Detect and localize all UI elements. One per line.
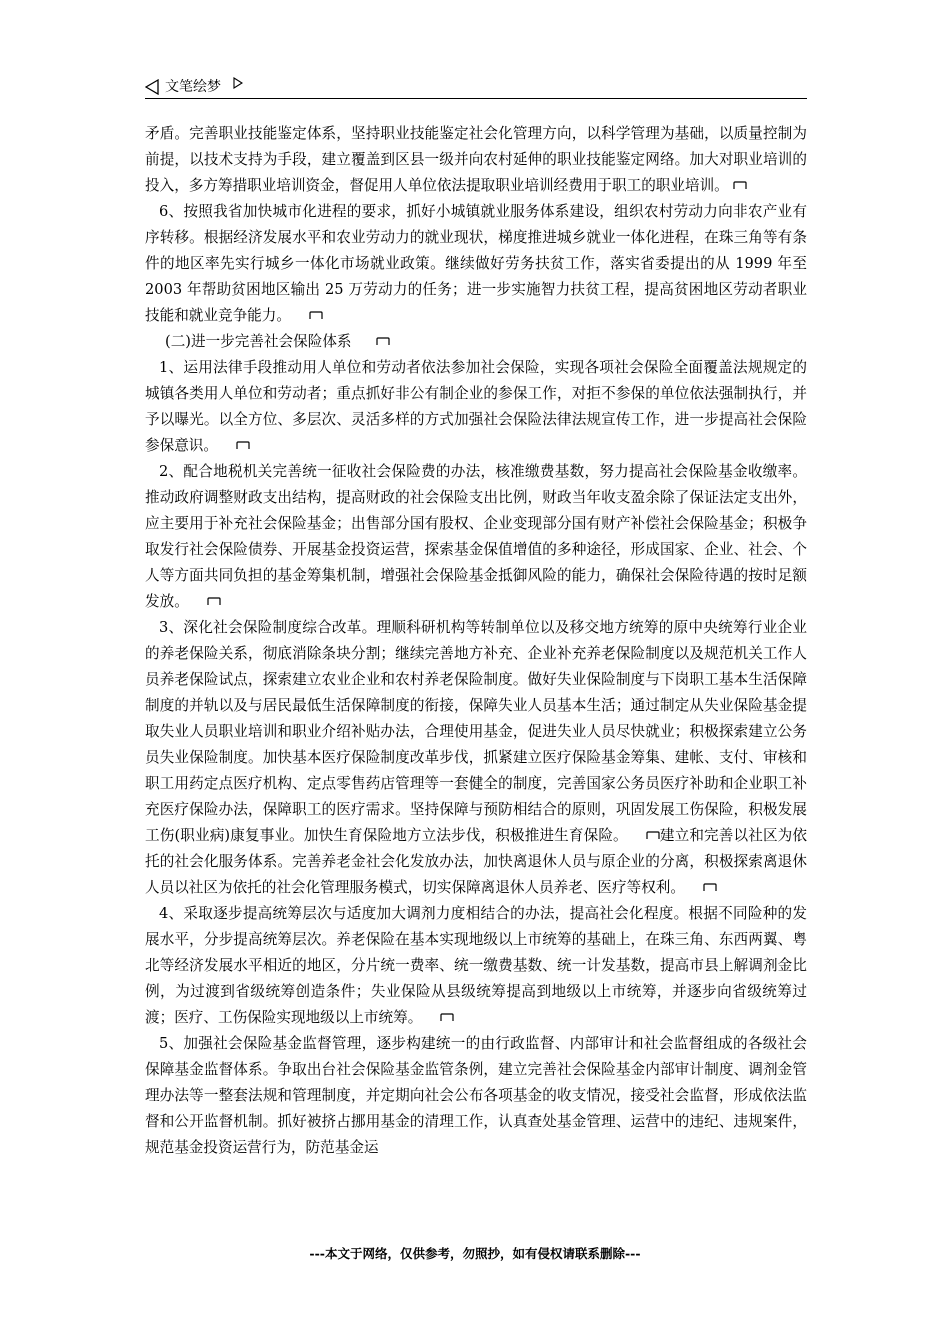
triangle-left-icon: [145, 79, 159, 95]
paragraph-mark-icon: [426, 1005, 454, 1031]
paragraph-mark-icon: [632, 823, 660, 849]
page-footer: ---本文于网络，仅供参考，勿照抄，如有侵权请联系删除---: [309, 1246, 641, 1261]
paragraph-text: 5、加强社会保险基金监督管理，逐步构建统一的由行政监督、内部审计和社会监督组成的各级社会保障基金监督体系。争取出台社会保险基金监管条例，建立完善社会保险基金内部审计制度、调剂金管理办法等一整套法规和管理制度，并定期向社会公布各项基金的收支情况，接受社会监督，形成依法监督和公开监督机制。抓好被挤占挪用基金的清理工作，认真查处基金管理、运营中的违纪、违规案件，规范基金投资运营行为，防范基金运: [145, 1035, 807, 1156]
paragraph-text: 6、按照我省加快城市化进程的要求，抓好小城镇就业服务体系建设，组织农村劳动力向非农产业有序转移。根据经济发展水平和农业劳动力的就业现状，梯度推进城乡就业一体化进程，在珠三角等有条件的地区率先实行城乡一体化市场就业政策。继续做好劳务扶贫工作，落实省委提出的从 1999 年至 2003 年帮助贫困地区输出 25 万劳动力的任务；进一步实施智力扶贫工程，提高贫困地区劳动者职业技能和就业竞争能力。: [145, 203, 807, 324]
paragraph-mark-icon: [193, 589, 221, 615]
paragraph-text: 3、深化社会保险制度综合改革。理顺科研机构等转制单位以及移交地方统筹的原中央统筹行业企业的养老保险关系，彻底消除条块分割；继续完善地方补充、企业补充养老保险制度以及规范机关工作人员养老保险试点，探索建立农业企业和农村养老保险制度。做好失业保险制度与下岗职工基本生活保障制度的并轨以及与居民最低生活保障制度的衔接，保障失业人员基本生活；通过制定从失业保险基金提取失业人员职业培训和职业介绍补贴办法，合理使用基金，促进失业人员尽快就业；积极探索建立公务员失业保险制度。加快基本医疗保险制度改革步伐，抓紧建立医疗保险基金筹集、建帐、支付、审核和职工用药定点医疗机构、定点零售药店管理等一套健全的制度，完善国家公务员医疗补助和企业职工补充医疗保险办法，保障职工的医疗需求。坚持保障与预防相结合的原则，巩固发展工伤保险，积极发展工伤(职业病)康复事业。加快生育保险地方立法步伐，积极推进生育保险。: [145, 619, 807, 844]
paragraph-text: 2、配合地税机关完善统一征收社会保险费的办法，核准缴费基数，努力提高社会保险基金收缴率。推动政府调整财政支出结构，提高财政的社会保险支出比例，财政当年收支盈余除了保证法定支出外，应主要用于补充社会保险基金；出售部分国有股权、企业变现部分国有财产补偿社会保险基金；积极争取发行社会保险债券、开展基金投资运营，探索基金保值增值的多种途径，形成国家、企业、社会、个人等方面共同负担的基金筹集机制，增强社会保险基金抵御风险的能力，确保社会保险待遇的按时足额发放。: [145, 463, 807, 610]
paragraph: [145, 199, 807, 329]
triangle-right-icon: [233, 77, 243, 89]
paragraph-mark-icon: [295, 303, 323, 329]
paragraph: [145, 121, 807, 199]
paragraph-mark-icon: [689, 875, 717, 901]
paragraph-text: 4、采取逐步提高统筹层次与适度加大调剂力度相结合的办法，提高社会化程度。根据不同险种的发展水平，分步提高统筹层次。养老保险在基本实现地级以上市统筹的基础上，在珠三角、东西两翼、粤北等经济发展水平相近的地区，分片统一费率、统一缴费基数、统一计发基数，提高市县上解调剂金比例，为过渡到省级统筹创造条件；失业保险从县级统筹提高到地级以上市统筹，并逐步向省级统筹过渡；医疗、工伤保险实现地级以上市统筹。: [145, 905, 807, 1026]
paragraph-mark-icon: [222, 433, 250, 459]
section-heading: [145, 329, 807, 355]
heading-text: (二)进一步完善社会保险体系: [165, 333, 352, 350]
paragraph-mark-icon: [356, 329, 390, 355]
header-brand: 文笔绘梦: [165, 79, 221, 95]
paragraph: [145, 459, 807, 615]
document-body: [145, 121, 807, 1161]
paragraph-text: 1、运用法律手段推动用人单位和劳动者依法参加社会保险，实现各项社会保险全面覆盖法规规定的城镇各类用人单位和劳动者；重点抓好非公有制企业的参保工作，对拒不参保的单位依法强制执行，并予以曝光。以全方位、多层次、灵活多样的方式加强社会保险法律法规宣传工作，进一步提高社会保险参保意识。: [145, 359, 807, 454]
paragraph-text: 矛盾。完善职业技能鉴定体系，坚持职业技能鉴定社会化管理方向，以科学管理为基础，以质量控制为前提，以技术支持为手段，建立覆盖到区县一级并向农村延伸的职业技能鉴定网络。加大对职业培训的投入，多方筹措职业培训资金，督促用人单位依法提取职业培训经费用于职工的职业培训。: [145, 125, 807, 194]
paragraph: [145, 615, 807, 901]
paragraph: [145, 355, 807, 459]
paragraph-text: 建立和完善以社区为依托的社会化服务体系。完善养老金社会化发放办法，加快离退休人员与原企业的分离，积极探索离退休人员以社区为依托的社会化管理服务模式，切实保障离退休人员养老、医疗等权利。: [145, 827, 807, 896]
page-header: [145, 74, 807, 99]
paragraph: [145, 901, 807, 1031]
paragraph-mark-icon: [733, 173, 747, 199]
paragraph: [145, 1031, 807, 1161]
